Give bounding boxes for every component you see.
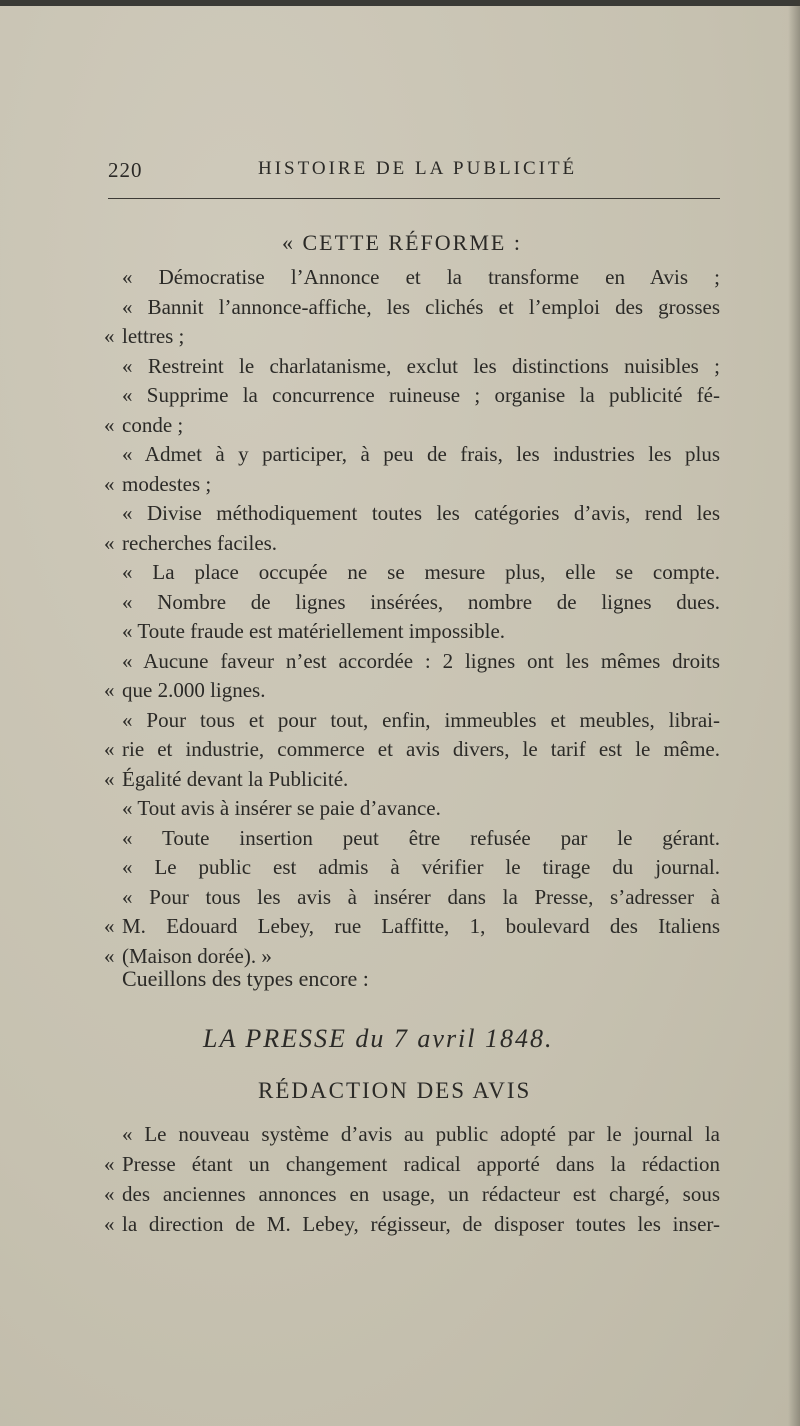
margin-guillemet: « <box>104 471 115 496</box>
line-text: des anciennes annonces en usage, un rédacteur est chargé, sous <box>122 1182 720 1206</box>
line-text: « Aucune faveur n’est accordée : 2 lignes ont les mêmes droits <box>122 648 720 673</box>
line-text: lettres ; <box>122 324 185 348</box>
newspaper-title: LA PRESSE du 7 avril 1848. <box>203 1024 554 1053</box>
text-line <box>0 354 800 384</box>
line-text: « Pour tous les avis à insérer dans la Presse, s’adresser à <box>122 884 720 909</box>
line-text: « Toute fraude est matériellement impossible. <box>122 619 506 643</box>
text-line <box>0 1182 800 1212</box>
header-rule <box>108 198 720 199</box>
margin-guillemet: « <box>104 530 115 555</box>
margin-guillemet: « <box>104 678 115 702</box>
line-text: « La place occupée ne se mesure plus, elle se compte. <box>122 560 720 584</box>
margin-guillemet: « <box>104 324 115 348</box>
line-text: « Toute insertion peut être refusée par le gérant. <box>122 825 720 850</box>
margin-guillemet: « <box>104 766 115 791</box>
text-line <box>0 531 800 561</box>
line-text: Égalité devant la Publicité. <box>122 766 349 791</box>
line-text: « Le public est admis à vérifier le tirage du journal. <box>122 855 720 879</box>
line-text: modestes ; <box>122 471 212 496</box>
line-text: « Admet à y participer, à peu de frais, les industries les plus <box>122 442 720 466</box>
line-text: « Le nouveau système d’avis au public adopté par le journal la <box>122 1122 720 1146</box>
page-top-edge <box>0 0 800 6</box>
text-line <box>0 885 800 915</box>
line-text: conde ; <box>122 412 184 437</box>
text-line <box>0 590 800 620</box>
text-line <box>0 295 800 325</box>
margin-guillemet: « <box>104 1212 115 1236</box>
section-title: « CETTE RÉFORME : <box>282 230 522 255</box>
margin-guillemet: « <box>104 1182 115 1206</box>
text-line <box>0 855 800 885</box>
page-number: 220 <box>108 158 143 182</box>
margin-guillemet: « <box>104 914 115 938</box>
text-line <box>0 442 800 472</box>
sub-heading: RÉDACTION DES AVIS <box>258 1078 532 1103</box>
line-text: (Maison dorée). » <box>122 943 272 968</box>
text-line <box>0 1122 800 1152</box>
line-text: « Pour tous et pour tout, enfin, immeubles et meubles, librai- <box>122 707 720 732</box>
text-line <box>0 265 800 295</box>
text-line <box>0 324 800 354</box>
line-text: « Bannit l’annonce-affiche, les clichés et l’emploi des grosses <box>122 294 720 319</box>
margin-guillemet: « <box>104 737 115 761</box>
margin-guillemet: « <box>104 412 115 437</box>
line-text: « Nombre de lignes insérées, nombre de lignes dues. <box>122 589 720 614</box>
text-line <box>0 1152 800 1182</box>
text-line <box>0 737 800 767</box>
line-text: Presse étant un changement radical apporté dans la rédaction <box>122 1152 720 1176</box>
running-title: HISTOIRE DE LA PUBLICITÉ <box>258 158 578 179</box>
text-line <box>0 501 800 531</box>
text-line <box>0 796 800 826</box>
page-header <box>108 158 720 188</box>
line-text: « Tout avis à insérer se paie d’avance. <box>122 796 441 820</box>
text-line <box>0 413 800 443</box>
text-line <box>0 708 800 738</box>
margin-guillemet: « <box>104 943 115 968</box>
line-text: « Divise méthodiquement toutes les catégories d’avis, rend les <box>122 501 720 525</box>
line-text: la direction de M. Lebey, régisseur, de disposer toutes les inser- <box>122 1212 720 1236</box>
intro-line: Cueillons des types encore : <box>122 966 369 991</box>
line-text: rie et industrie, commerce et avis divers, le tarif est le même. <box>122 737 720 761</box>
text-line <box>0 560 800 590</box>
line-text: « Démocratise l’Annonce et la transforme en Avis ; <box>122 265 720 289</box>
line-text: « Supprime la concurrence ruineuse ; organise la publicité fé- <box>122 383 720 407</box>
text-line <box>0 619 800 649</box>
text-line <box>0 678 800 708</box>
line-text: que 2.000 lignes. <box>122 678 266 702</box>
text-line <box>0 767 800 797</box>
text-line <box>0 826 800 856</box>
line-text: M. Edouard Lebey, rue Laffitte, 1, boulevard des Italiens <box>122 914 720 938</box>
text-line <box>0 472 800 502</box>
text-line <box>0 649 800 679</box>
text-line <box>0 383 800 413</box>
line-text: recherches faciles. <box>122 530 278 555</box>
line-text: « Restreint le charlatanisme, exclut les distinctions nuisibles ; <box>122 353 720 378</box>
text-line <box>0 914 800 944</box>
text-line <box>0 1212 800 1242</box>
margin-guillemet: « <box>104 1152 115 1176</box>
